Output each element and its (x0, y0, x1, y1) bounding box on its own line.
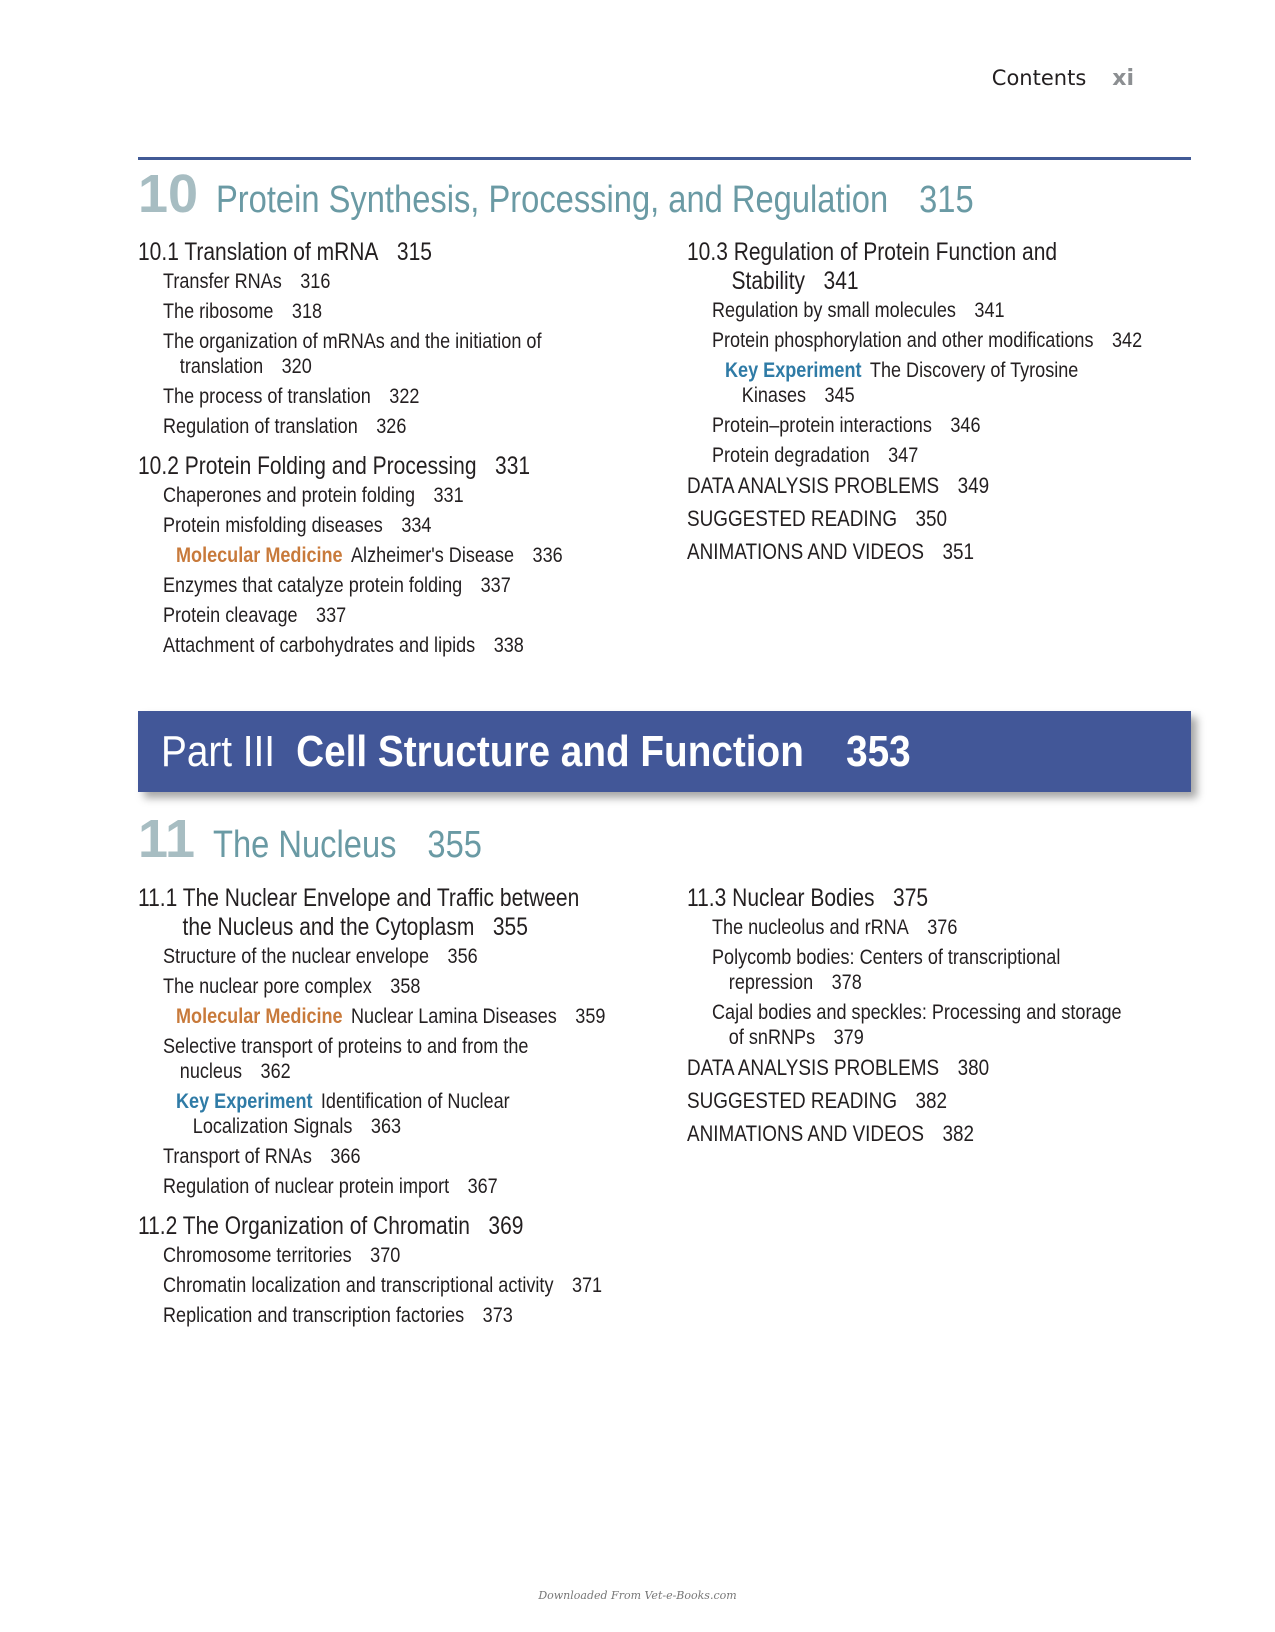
toc-entry[interactable]: Selective transport of proteins to and from the nucleus 362 (163, 1034, 529, 1083)
chapter-number: 10 (138, 164, 199, 224)
molecular-medicine-entry[interactable]: Molecular Medicine Nuclear Lamina Diseases 359 (176, 1004, 606, 1028)
toc-entry[interactable]: The process of translation 322 (163, 384, 420, 408)
toc-entry[interactable]: Attachment of carbohydrates and lipids 338 (163, 633, 524, 657)
section-11-3[interactable]: 11.3 Nuclear Bodies 375 (687, 884, 929, 912)
chapter-page: 315 (919, 179, 974, 221)
toc-entry[interactable]: Cajal bodies and speckles: Processing and storage of snRNPs 379 (712, 1000, 1122, 1049)
toc-entry[interactable]: Regulation of nuclear protein import 367 (163, 1174, 498, 1198)
section-10-1[interactable]: 10.1 Translation of mRNA 315 (138, 238, 432, 266)
toc-entry[interactable]: Transfer RNAs 316 (163, 269, 331, 293)
animations-and-videos-entry[interactable]: ANIMATIONS AND VIDEOS 351 (687, 539, 975, 564)
toc-entry[interactable]: The ribosome 318 (163, 299, 323, 323)
section-10-3[interactable]: 10.3 Regulation of Protein Function and Stability 341 (687, 238, 1058, 295)
toc-entry[interactable]: Transport of RNAs 366 (163, 1144, 361, 1168)
toc-entry[interactable]: Chromatin localization and transcriptional activity 371 (163, 1273, 603, 1297)
chapter-title: The Nucleus (213, 824, 397, 866)
chapter-11-right-column (687, 884, 1207, 1154)
toc-entry[interactable]: Polycomb bodies: Centers of transcriptional repression 378 (712, 945, 1061, 994)
toc-entry[interactable]: Chaperones and protein folding 331 (163, 483, 464, 507)
chapter-11-left-column (138, 884, 658, 1333)
key-experiment-tag: Key Experiment (725, 358, 862, 382)
toc-entry[interactable]: The nuclear pore complex 358 (163, 974, 421, 998)
suggested-reading-entry[interactable]: SUGGESTED READING 382 (687, 1088, 948, 1113)
molecular-medicine-entry[interactable]: Molecular Medicine Alzheimer's Disease 336 (176, 543, 563, 567)
toc-entry[interactable]: Protein phosphorylation and other modifications 342 (712, 328, 1143, 352)
chapter-11-heading[interactable] (138, 809, 526, 869)
part-label: Part III (161, 726, 276, 776)
toc-entry[interactable]: The organization of mRNAs and the initiation of translation 320 (163, 329, 542, 378)
page-number: xi (1112, 66, 1134, 91)
chapter-10-left-column (138, 238, 658, 663)
part-3-banner[interactable] (138, 711, 1191, 792)
running-title: Contents (991, 66, 1087, 90)
toc-entry[interactable]: Regulation of translation 326 (163, 414, 407, 438)
suggested-reading-entry[interactable]: SUGGESTED READING 350 (687, 506, 948, 531)
toc-entry[interactable]: Protein misfolding diseases 334 (163, 513, 432, 537)
toc-entry[interactable]: Replication and transcription factories 373 (163, 1303, 513, 1327)
toc-entry[interactable]: Enzymes that catalyze protein folding 337 (163, 573, 511, 597)
key-experiment-tag: Key Experiment (176, 1089, 313, 1113)
toc-entry[interactable]: Chromosome territories 370 (163, 1243, 401, 1267)
chapter-10-heading[interactable] (138, 164, 1097, 224)
toc-entry[interactable]: The nucleolus and rRNA 376 (712, 915, 958, 939)
chapter-title: Protein Synthesis, Processing, and Regulation (216, 179, 889, 221)
molecular-medicine-tag: Molecular Medicine (176, 543, 343, 567)
animations-and-videos-entry[interactable]: ANIMATIONS AND VIDEOS 382 (687, 1121, 975, 1146)
toc-entry[interactable]: Structure of the nuclear envelope 356 (163, 944, 478, 968)
toc-entry[interactable]: Protein cleavage 337 (163, 603, 347, 627)
header-rule (138, 157, 1191, 160)
part-page: 353 (846, 726, 911, 776)
data-analysis-problems-entry[interactable]: DATA ANALYSIS PROBLEMS 349 (687, 473, 990, 498)
toc-entry[interactable]: Regulation by small molecules 341 (712, 298, 1005, 322)
key-experiment-entry[interactable]: Key Experiment Identification of Nuclear Localization Signals 363 (176, 1089, 510, 1138)
molecular-medicine-tag: Molecular Medicine (176, 1004, 343, 1028)
section-11-1[interactable]: 11.1 The Nuclear Envelope and Traffic between the Nucleus and the Cytoplasm 355 (138, 884, 580, 941)
toc-entry[interactable]: Protein–protein interactions 346 (712, 413, 981, 437)
chapter-10-right-column (687, 238, 1207, 572)
footer-watermark: Downloaded From Vet-e-Books.com (538, 1589, 737, 1602)
key-experiment-entry[interactable]: Key Experiment The Discovery of Tyrosine Kinases 345 (725, 358, 1079, 407)
section-10-2[interactable]: 10.2 Protein Folding and Processing 331 (138, 452, 531, 480)
page-header (992, 66, 1134, 91)
toc-entry[interactable]: Protein degradation 347 (712, 443, 919, 467)
chapter-page: 355 (427, 824, 483, 866)
part-title: Cell Structure and Function (296, 726, 804, 776)
data-analysis-problems-entry[interactable]: DATA ANALYSIS PROBLEMS 380 (687, 1055, 990, 1080)
section-11-2[interactable]: 11.2 The Organization of Chromatin 369 (138, 1212, 524, 1240)
chapter-number: 11 (138, 809, 196, 869)
